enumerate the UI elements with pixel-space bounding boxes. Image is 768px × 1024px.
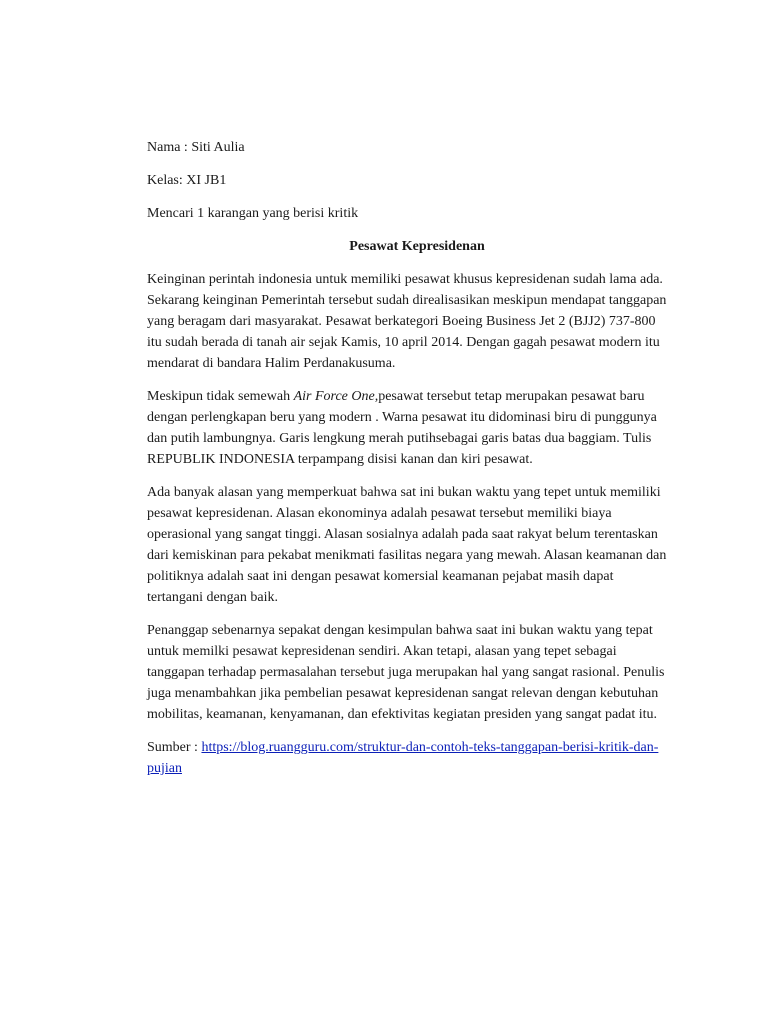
paragraph-2-italic-phrase: Air Force One,	[293, 389, 379, 404]
paragraph-2-rest: pesawat tersebut tetap merupakan pesawat baru dengan perlengkapan beru yang modern . Warna pesawat itu didominasi biru di punggunya dan putih lambungnya. Garis lengkung merah putihsebagai garis batas dua baggiam. Tulis REPUBLIK INDONESIA terpampang disisi kanan dan kiri pesawat.	[147, 389, 657, 467]
paragraph-2-start: Meskipun tidak semewah	[147, 389, 294, 404]
paragraph-3: Ada banyak alasan yang memperkuat bahwa sat ini bukan waktu yang tepet untuk memiliki pesawat kepresidenan. Alasan ekonominya adalah pesawat tersebut memiliki biaya operasional yang sangat tinggi. Alasan sosialnya adalah pada saat rakyat belum terentaskan dari kemiskinan para pekabat menikmati fasilitas negara yang mewah. Alasan keamanan dan politiknya adalah saat ini dengan pesawat komersial keamanan pejabat masih dapat tertangani dengan baik.	[147, 485, 667, 605]
paragraph-2	[147, 386, 667, 470]
paragraph-1: Keinginan perintah indonesia untuk memiliki pesawat khusus kepresidenan sudah lama ada. Sekarang keinginan Pemerintah tersebut sudah direalisasikan meskipun mendapat tanggapan yang beragam dari masyarakat. Pesawat berkategori Boeing Business Jet 2 (BJJ2) 737-800 itu sudah berada di tanah air sejak Kamis, 10 april 2014. Dengan gagah pesawat modern itu mendarat di bandara Halim Perdanakusuma.	[147, 272, 667, 371]
paragraph-4: Penanggap sebenarnya sepakat dengan kesimpulan bahwa saat ini bukan waktu yang tepat untuk memilki pesawat kepresidenan sendiri. Akan tetapi, alasan yang tepet sebagai tanggapan terhadap permasalahan tersebut juga merupakan hal yang sangat rasional. Penulis juga menambahkan jika pembelian pesawat kepresidenan sangat relevan dengan kebutuhan mobilitas, keamanan, kenyamanan, dan efektivitas kegiatan presiden yang sangat padat itu.	[147, 623, 665, 722]
task-description-line: Mencari 1 karangan yang berisi kritik	[147, 206, 359, 221]
student-class-line: Kelas: XI JB1	[147, 173, 227, 188]
source-label: Sumber :	[147, 740, 202, 755]
article-title: Pesawat Kepresidenan	[349, 239, 485, 254]
student-name-line: Nama : Siti Aulia	[147, 140, 245, 155]
source-link[interactable]: https://blog.ruangguru.com/struktur-dan-contoh-teks-tanggapan-berisi-kritik-dan-pujian	[147, 740, 659, 776]
source-line	[147, 737, 667, 779]
document-body	[147, 137, 667, 779]
